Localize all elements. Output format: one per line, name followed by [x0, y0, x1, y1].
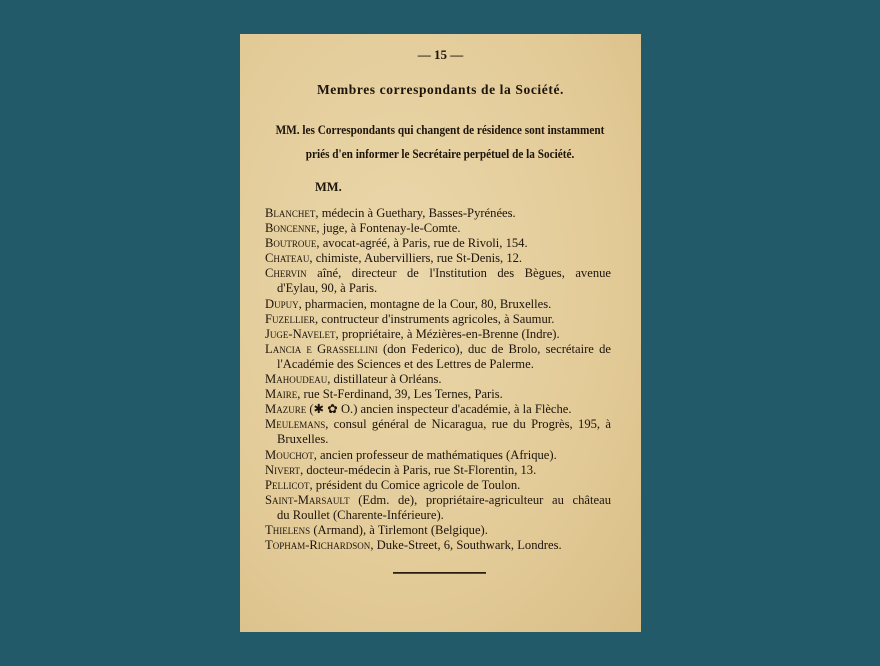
- member-details: , Duke-Street, 6, Southwark, Londres.: [370, 538, 562, 553]
- entry-first-line: [265, 221, 611, 236]
- member-details: (✱ ✿ O.) ancien inspecteur d'académie, à la Flèche.: [306, 402, 572, 417]
- list-item: [265, 448, 611, 463]
- member-name: Meulemans: [265, 417, 326, 432]
- member-name: Chateau: [265, 251, 310, 266]
- entry-first-line: [265, 478, 611, 493]
- member-name: Mahoudeau: [265, 372, 328, 387]
- entry-first-line: [265, 297, 611, 312]
- member-details: (Edm. de), propriétaire-agriculteur au château: [349, 492, 611, 507]
- page-number: — 15 —: [417, 47, 464, 62]
- member-details-continued: l'Académie des Sciences et des Lettres de Palerme.: [277, 356, 534, 371]
- entry-first-line: [265, 251, 611, 266]
- entry-first-line: [265, 266, 611, 281]
- member-name: Pellicot: [265, 477, 310, 492]
- member-name: Nivert: [265, 462, 301, 477]
- divider-rule: [393, 572, 486, 574]
- member-details: (Armand), à Tirlemont (Belgique).: [310, 522, 488, 537]
- list-item: [265, 538, 611, 553]
- member-name: Boncenne: [265, 221, 317, 236]
- entry-first-line: [265, 312, 611, 327]
- member-details: , pharmacien, montagne de la Cour, 80, Bruxelles.: [298, 296, 552, 311]
- list-item: [265, 251, 611, 266]
- list-item: [265, 523, 611, 538]
- page-title: Membres correspondants de la Société.: [316, 82, 565, 97]
- member-details: , rue St-Ferdinand, 39, Les Ternes, Paris.: [297, 387, 503, 402]
- list-item: [265, 478, 611, 493]
- list-item: [265, 266, 611, 296]
- member-name: Thielens: [265, 522, 311, 537]
- entry-first-line: [265, 372, 611, 387]
- member-name: Boutroue: [265, 236, 317, 251]
- list-item: [265, 342, 611, 372]
- list-item: [265, 387, 611, 402]
- list-item: [265, 312, 611, 327]
- member-details: (don Federico), duc de Brolo, secrétaire de: [377, 341, 611, 356]
- document-page: [240, 34, 641, 632]
- list-item: [265, 221, 611, 236]
- member-details: , contructeur d'instruments agricoles, à Saumur.: [315, 311, 555, 326]
- entry-first-line: [265, 538, 611, 553]
- list-item: [265, 493, 611, 523]
- member-details: , propriétaire, à Mézières-en-Brenne (Indre).: [335, 326, 560, 341]
- member-details: , distillateur à Orléans.: [327, 372, 442, 387]
- entry-first-line: [265, 523, 611, 538]
- member-details: , avocat-agréé, à Paris, rue de Rivoli, 154.: [316, 236, 528, 251]
- member-details: , docteur-médecin à Paris, rue St-Florentin, 13.: [300, 462, 537, 477]
- member-details-continued: d'Eylau, 90, à Paris.: [277, 281, 378, 296]
- entry-first-line: [265, 236, 611, 251]
- member-name: Blanchet: [265, 206, 316, 220]
- member-details: aîné, directeur de l'Institution des Bègues, avenue: [306, 266, 611, 281]
- list-item: [265, 417, 611, 447]
- entry-first-line: [265, 463, 611, 478]
- member-details: , ancien professeur de mathématiques (Afrique).: [313, 447, 557, 462]
- member-name: Juge-Navelet: [265, 326, 336, 341]
- entry-first-line: [265, 493, 611, 508]
- entry-first-line: [265, 206, 611, 221]
- list-item: [265, 297, 611, 312]
- member-name: Fuzellier: [265, 311, 315, 326]
- entry-first-line: [265, 387, 611, 402]
- list-item: [265, 463, 611, 478]
- entry-first-line: [265, 402, 611, 417]
- member-details: , président du Comice agricole de Toulon.: [309, 477, 521, 492]
- member-details: , chimiste, Aubervilliers, rue St-Denis, 12.: [309, 251, 523, 266]
- mm-label: MM.: [315, 180, 342, 194]
- member-name: Dupuy: [265, 296, 299, 311]
- entry-first-line: [265, 327, 611, 342]
- list-item: [265, 236, 611, 251]
- member-details-continued: du Roullet (Charente-Inférieure).: [277, 507, 444, 522]
- member-details: , juge, à Fontenay-le-Comte.: [316, 221, 461, 236]
- member-name: Topham-Richardson: [265, 538, 371, 553]
- member-name: Mouchot: [265, 447, 314, 462]
- member-details: , consul général de Nicaragua, rue du Progrès, 195, à: [325, 417, 611, 432]
- member-name: Mazure: [265, 402, 307, 417]
- member-name: Maire: [265, 387, 298, 402]
- list-item: [265, 327, 611, 342]
- entry-first-line: [265, 448, 611, 463]
- member-list: [265, 206, 611, 553]
- list-item: [265, 372, 611, 387]
- member-details: , médecin à Guethary, Basses-Pyrénées.: [315, 206, 516, 220]
- member-name: Saint-Marsault: [265, 492, 350, 507]
- entry-first-line: [265, 342, 611, 357]
- notice-line-1: MM. les Correspondants qui changent de résidence sont instamment: [275, 123, 605, 137]
- member-name: Lancia e Grassellini: [265, 341, 378, 356]
- entry-first-line: [265, 417, 611, 432]
- notice-line-2: priés d'en informer le Secrétaire perpétuel de la Société.: [305, 147, 575, 161]
- list-item: [265, 206, 611, 221]
- list-item: [265, 402, 611, 417]
- member-name: Chervin: [265, 266, 307, 281]
- member-details-continued: Bruxelles.: [277, 432, 329, 447]
